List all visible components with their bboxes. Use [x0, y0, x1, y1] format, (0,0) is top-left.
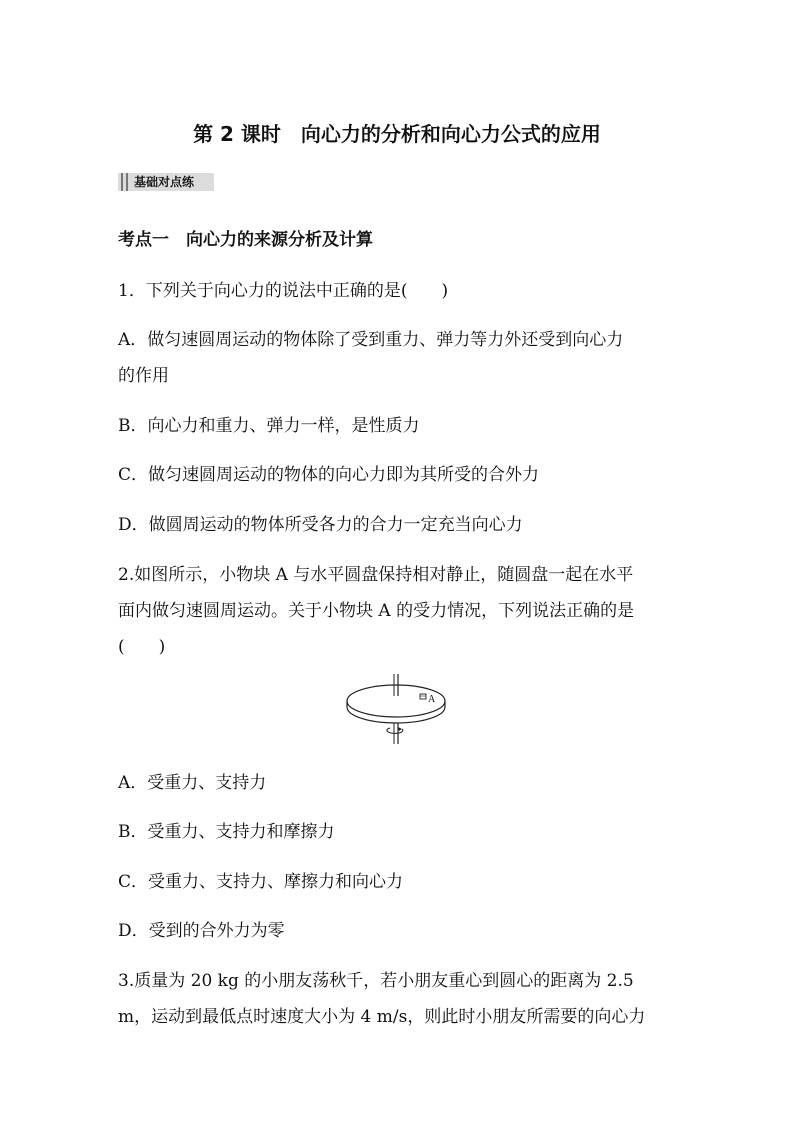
- q1-option-b: B．向心力和重力、弹力一样，是性质力: [118, 416, 420, 436]
- block-label: A: [428, 694, 436, 705]
- q2-stem-line2: 面内做匀速圆周运动。关于小物块 A 的受力情况，下列说法正确的是: [118, 601, 635, 621]
- rotating-disc-figure: [344, 674, 454, 746]
- q1-option-a: A．做匀速圆周运动的物体除了受到重力、弹力等力外还受到向心力: [118, 330, 624, 350]
- q1-option-d: D．做圆周运动的物体所受各力的合力一定充当向心力: [118, 515, 523, 535]
- page-title: 第 2 课时 向心力的分析和向心力公式的应用: [193, 122, 601, 146]
- q1-option-a-cont: 的作用: [118, 366, 169, 386]
- q2-stem-line3: ( ): [118, 637, 166, 657]
- section-heading: 考点一 向心力的来源分析及计算: [118, 230, 373, 250]
- q1-stem: 1．下列关于向心力的说法中正确的是( ): [118, 281, 449, 301]
- q3-stem-line2: m，运动到最低点时速度大小为 4 m/s，则此时小朋友所需要的向心力: [118, 1007, 646, 1027]
- badge-bar: [121, 173, 123, 191]
- q2-option-a: A．受重力、支持力: [118, 773, 267, 793]
- q2-option-b: B．受重力、支持力和摩擦力: [118, 822, 335, 842]
- q1-option-c: C．做匀速圆周运动的物体的向心力即为其所受的合外力: [118, 465, 540, 485]
- q2-option-d: D．受到的合外力为零: [118, 921, 285, 941]
- section-badge: [118, 173, 214, 191]
- badge-bar: [126, 173, 128, 191]
- badge-label: 基础对点练: [134, 175, 195, 189]
- q3-stem-line1: 3.质量为 20 kg 的小朋友荡秋千，若小朋友重心到圆心的距离为 2.5: [118, 971, 634, 991]
- q2-stem-line1: 2.如图所示，小物块 A 与水平圆盘保持相对静止，随圆盘一起在水平: [118, 565, 634, 585]
- q2-option-c: C．受重力、支持力、摩擦力和向心力: [118, 872, 404, 892]
